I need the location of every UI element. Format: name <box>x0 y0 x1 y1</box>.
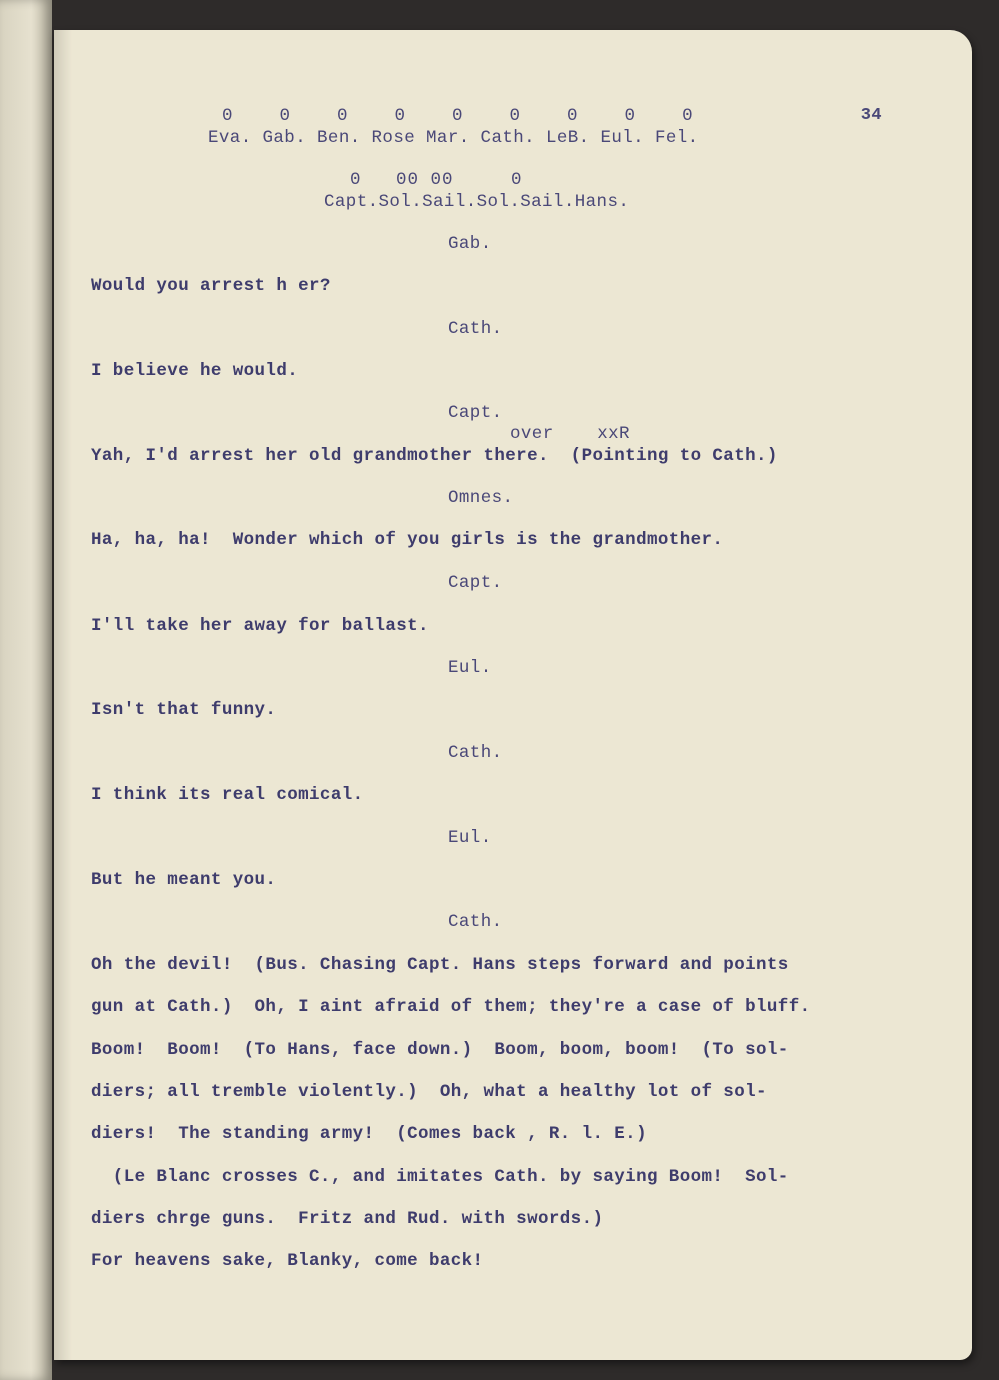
speaker-label: Cath. <box>448 912 503 932</box>
stage-direction-note: over xxR <box>510 424 630 444</box>
speaker-label: Eul. <box>448 828 492 848</box>
dialogue-line: Isn't that funny. <box>91 700 277 720</box>
stage-direction: (Le Blanc crosses C., and imitates Cath. by saying Boom! Sol- <box>91 1167 789 1187</box>
dialogue-line: But he meant you. <box>91 870 277 890</box>
stage-direction: diers chrge guns. Fritz and Rud. with swords.) <box>91 1209 604 1229</box>
facing-page-edge <box>0 0 52 1380</box>
stage-names-row1: Eva. Gab. Ben. Rose Mar. Cath. LeB. Eul. Fel. <box>208 128 699 148</box>
speaker-label: Omnes. <box>448 488 514 508</box>
dialogue-line: diers; all tremble violently.) Oh, what a healthy lot of sol- <box>91 1082 767 1102</box>
stage-names-row2: Capt.Sol.Sail.Sol.Sail.Hans. <box>324 192 630 212</box>
dialogue-line: Would you arrest h er? <box>91 276 331 296</box>
speaker-label: Gab. <box>448 234 492 254</box>
speaker-label: Eul. <box>448 658 492 678</box>
dialogue-line: I think its real comical. <box>91 785 364 805</box>
speaker-label: Capt. <box>448 573 503 593</box>
stage-marks-row1: 0 0 0 0 0 0 0 0 0 <box>222 106 694 126</box>
dialogue-line: diers! The standing army! (Comes back , R. l. E.) <box>91 1124 647 1144</box>
speaker-label: Cath. <box>448 743 503 763</box>
dialogue-line: Oh the devil! (Bus. Chasing Capt. Hans steps forward and points <box>91 955 789 975</box>
dialogue-line: For heavens sake, Blanky, come back! <box>91 1251 484 1271</box>
speaker-label: Capt. <box>448 403 503 423</box>
dialogue-line: Yah, I'd arrest her old grandmother there. (Pointing to Cath.) <box>91 446 778 466</box>
stage-marks-row2: 0 00 00 0 <box>350 170 523 190</box>
dialogue-line: Ha, ha, ha! Wonder which of you girls is the grandmother. <box>91 530 724 550</box>
typescript-page <box>54 30 972 1360</box>
dialogue-line: I believe he would. <box>91 361 299 381</box>
dialogue-line: Boom! Boom! (To Hans, face down.) Boom, boom, boom! (To sol- <box>91 1040 789 1060</box>
dialogue-line: I'll take her away for ballast. <box>91 616 429 636</box>
dialogue-line: gun at Cath.) Oh, I aint afraid of them; they're a case of bluff. <box>91 997 811 1017</box>
page-number: 34 <box>860 106 882 125</box>
speaker-label: Cath. <box>448 319 503 339</box>
